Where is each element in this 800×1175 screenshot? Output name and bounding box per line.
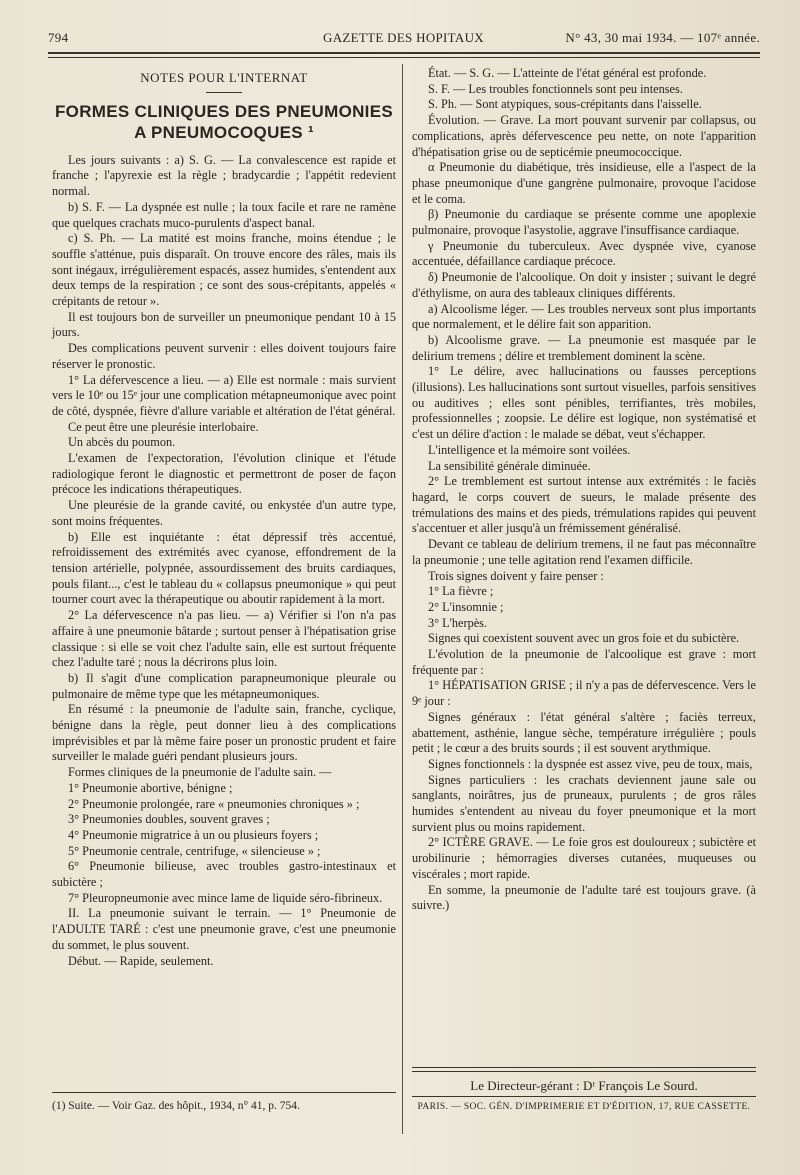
- paragraph: 3° L'herpès.: [428, 615, 488, 630]
- paragraph: 2° Pneumonie prolongée, rare « pneumonies chroniques » ;: [68, 796, 360, 811]
- paragraph: 2° ICTÈRE GRAVE. — Le foie gros est douloureux ; subictère et urobilinurie ; hémorragies diverses cutanées, muqueuses ou viscérales ; mort rapide.: [412, 835, 756, 881]
- paragraph: Il est toujours bon de surveiller un pneumonique pendant 10 à 15 jours.: [52, 309, 396, 340]
- printer-line: PARIS. — SOC. GÉN. D'IMPRIMERIE ET D'ÉDITION, 17, RUE CASSETTE.: [417, 1102, 751, 1112]
- paragraph: 6° Pneumonie bilieuse, avec troubles gastro-intestinaux et subictère ;: [52, 859, 396, 890]
- paragraph: État. — S. G. — L'atteinte de l'état général est profonde.: [428, 66, 707, 80]
- column-divider: [402, 64, 403, 1134]
- right-body: [412, 66, 756, 914]
- paragraph: β) Pneumonie du cardiaque se présente comme une apoplexie pulmonaire, provoque l'asystolie, aggrave l'insuffisance cardiaque.: [412, 207, 756, 238]
- article-title: [52, 101, 396, 143]
- paragraph: 1° La défervescence a lieu. — a) Elle est normale : mais survient vers le 10ᵉ ou 15ᵉ jour une complication métapneumonique avec point de côté, dyspnée, fièvre d'allure variable et altération de l'état général.: [52, 372, 396, 418]
- paragraph: b) Il s'agit d'une complication parapneumonique pleurale ou pulmonaire de même type que les métapneumoniques.: [52, 670, 396, 701]
- director-line: Le Directeur-gérant : Dʳ François Le Sourd.: [470, 1078, 698, 1093]
- article-title-line1: FORMES CLINIQUES DES PNEUMONIES: [54, 101, 393, 121]
- paragraph: 1° HÉPATISATION GRISE ; il n'y a pas de défervescence. Vers le 9ᵉ jour :: [412, 678, 756, 709]
- paragraph: δ) Pneumonie de l'alcoolique. On doit y insister ; suivant le degré d'éthylisme, on aura des tableaux cliniques différents.: [412, 270, 756, 300]
- paragraph: II. La pneumonie suivant le terrain. — 1° Pneumonie de l'ADULTE TARÉ : c'est une pneumonie grave, c'est une pneumonie du sommet, le plus souvent.: [52, 906, 396, 952]
- left-column: [52, 66, 396, 969]
- paragraph: L'évolution de la pneumonie de l'alcoolique est grave : mort fréquente par :: [412, 647, 756, 677]
- paragraph: En résumé : la pneumonie de l'adulte sain, franche, cyclique, bénigne dans la règle, peut donner lieu à des complications imprévisibles et par là même faire poser un pronostic prudent et faire surveiller le malade guéri pendant plusieurs jours.: [52, 702, 396, 764]
- article-title-line2: A PNEUMOCOQUES ¹: [134, 122, 314, 142]
- paragraph: c) S. Ph. — La matité est moins franche, moins étendue ; le souffle s'atténue, puis disparaît. On trouve encore des râles, mais ils sont inégaux, irrégulièrement espacés, assez humides, s'entendent aux deux temps de la respiration ; ce sont des sous-crépitants, appelés « crépitants de retour ».: [52, 231, 396, 309]
- issue-info: N° 43, 30 mai 1934. — 107ᵉ année.: [565, 30, 760, 45]
- left-body: [52, 153, 396, 970]
- paragraph: 2° Le tremblement est surtout intense aux extrémités : le faciès hagard, le corps couvert de sueurs, le malade présente des trémulations des mains et des pieds, trémulations rapides qui peuvent s'accentuer et aller jusqu'à un frémissement généralisé.: [412, 474, 756, 536]
- paragraph: γ Pneumonie du tuberculeux. Avec dyspnée vive, cyanose accentuée, défaillance cardiaque précoce.: [412, 238, 756, 269]
- paragraph: Signes fonctionnels : la dyspnée est assez vive, peu de toux, mais,: [428, 756, 753, 771]
- paragraph: Les jours suivants : a) S. G. — La convalescence est rapide et franche ; l'apyrexie est la règle ; bradycardie ; l'appétit redevient normal.: [52, 152, 396, 199]
- paragraph: Évolution. — Grave. La mort pouvant survenir par collapsus, ou complications, après défervescence peu nette, on note l'apparition d'hépatisation grise ou de septicémie pneumococcique.: [412, 113, 756, 159]
- paragraph: Signes particuliers : les crachats deviennent jaune sale ou sanglants, noirâtres, jus de pruneaux, purulents ; de gros râles humides s'entendent au niveau du foyer pneumonique et la mort survient plus ou moins rapidement.: [412, 772, 756, 834]
- footnote: (1) Suite. — Voir Gaz. des hôpit., 1934, n° 41, p. 754.: [52, 1100, 300, 1112]
- paragraph: Formes cliniques de la pneumonie de l'adulte sain. —: [68, 765, 332, 780]
- paragraph: b) S. F. — La dyspnée est nulle ; la toux facile et rare ne ramène que quelques crachats muco-purulents d'aspect banal.: [52, 199, 396, 230]
- paragraph: L'examen de l'expectoration, l'évolution clinique et l'étude radiologique feront le diagnostic et permettront de poser de façon précoce les indications thérapeutiques.: [52, 451, 396, 497]
- paragraph: En somme, la pneumonie de l'adulte taré est toujours grave. (à suivre.): [412, 882, 756, 913]
- paragraph: α Pneumonie du diabétique, très insidieuse, elle a l'aspect de la phase pneumonique d'une gangrène pulmonaire, provoque l'acidose et le coma.: [412, 160, 756, 206]
- paragraph: 1° La fièvre ;: [428, 584, 494, 599]
- paragraph: 2° L'insomnie ;: [428, 599, 504, 614]
- end-rule: [412, 1067, 756, 1068]
- paragraph: La sensibilité générale diminuée.: [428, 458, 591, 473]
- paragraph: Un abcès du poumon.: [68, 435, 176, 450]
- paragraph: S. Ph. — Sont atypiques, sous-crépitants dans l'aisselle.: [428, 97, 702, 112]
- paragraph: Trois signes doivent y faire penser :: [428, 568, 604, 583]
- right-column: [412, 66, 756, 914]
- paragraph: a) Alcoolisme léger. — Les troubles nerveux sont plus importants que normalement, et le délire fait son apparition.: [412, 301, 756, 332]
- page-header: [48, 28, 760, 50]
- footnote-rule: [52, 1092, 396, 1093]
- paragraph: Une pleurésie de la grande cavité, ou enkystée d'un autre type, sont moins fréquentes.: [52, 498, 396, 528]
- paragraph: S. F. — Les troubles fonctionnels sont peu intenses.: [428, 81, 683, 96]
- header-rule-thin: [48, 57, 760, 58]
- paragraph: Des complications peuvent survenir : elles doivent toujours faire réserver le pronostic.: [52, 341, 396, 371]
- page-number: 794: [48, 30, 69, 45]
- paragraph: 7° Pleuropneumonie avec mince lame de liquide séro-fibrineux.: [68, 890, 383, 905]
- paragraph: Ce peut être une pleurésie interlobaire.: [68, 419, 259, 434]
- paragraph: Signes généraux : l'état général s'altère ; faciès terreux, abattement, asthénie, langue sèche, température irrégulière ; pouls petit ; le cœur a des bruits sourds ; il est souvent arythmique.: [412, 709, 756, 756]
- paragraph: b) Alcoolisme grave. — La pneumonie est masquée par le delirium tremens ; délire et tremblement dominent la scène.: [412, 332, 756, 363]
- paragraph: L'intelligence et la mémoire sont voilées.: [428, 442, 631, 457]
- paragraph: b) Elle est inquiétante : état dépressif très accentué, refroidissement des extrémités avec cyanose, effondrement de la tension artérielle, polypnée, assourdissement des bruits cardiaques, pouls filant..., c'est le tableau du « collapsus pneumonique » qui peut tourner court avec la thérapeutique ou aboutir rapidement à la mort.: [52, 529, 396, 607]
- paragraph: Devant ce tableau de delirium tremens, il ne faut pas méconnaître la pneumonie ; une telle agitation rend l'examen difficile.: [412, 537, 756, 567]
- printer-rule: [412, 1096, 756, 1097]
- section-heading: NOTES POUR L'INTERNAT: [140, 70, 308, 85]
- paragraph: 4° Pneumonie migratrice à un ou plusieurs foyers ;: [68, 827, 319, 842]
- paragraph: 3° Pneumonies doubles, souvent graves ;: [68, 812, 270, 827]
- paragraph: 1° Le délire, avec hallucinations ou fausses perceptions (illusions). Les hallucinations sont surtout visuelles, parfois sensitives ou auditives ; elles sont pénibles, terrifiantes, très mobiles, professionnelles ; zoopsie. Le délire est logique, non systématisé et c'est un délire d'action : le malade se débat, veut s'échapper.: [412, 364, 756, 442]
- paragraph: Signes qui coexistent souvent avec un gros foie et du subictère.: [428, 631, 740, 646]
- section-rule: [206, 92, 242, 93]
- paragraph: Début. — Rapide, seulement.: [68, 953, 214, 968]
- header-rule: [48, 52, 760, 54]
- paragraph: 5° Pneumonie centrale, centrifuge, « silencieuse » ;: [68, 843, 321, 858]
- journal-title: GAZETTE DES HOPITAUX: [323, 30, 484, 45]
- end-rule-thin: [412, 1071, 756, 1072]
- paragraph: 2° La défervescence n'a pas lieu. — a) Vérifier si l'on n'a pas affaire à une pneumonie bâtarde ; surtout penser à l'hépatisation grise classique : si elle se voit chez l'adulte sain, elle est surtout fréquente chez l'adulte taré ; nous la décrirons plus loin.: [52, 608, 396, 670]
- paragraph: 1° Pneumonie abortive, bénigne ;: [68, 780, 233, 795]
